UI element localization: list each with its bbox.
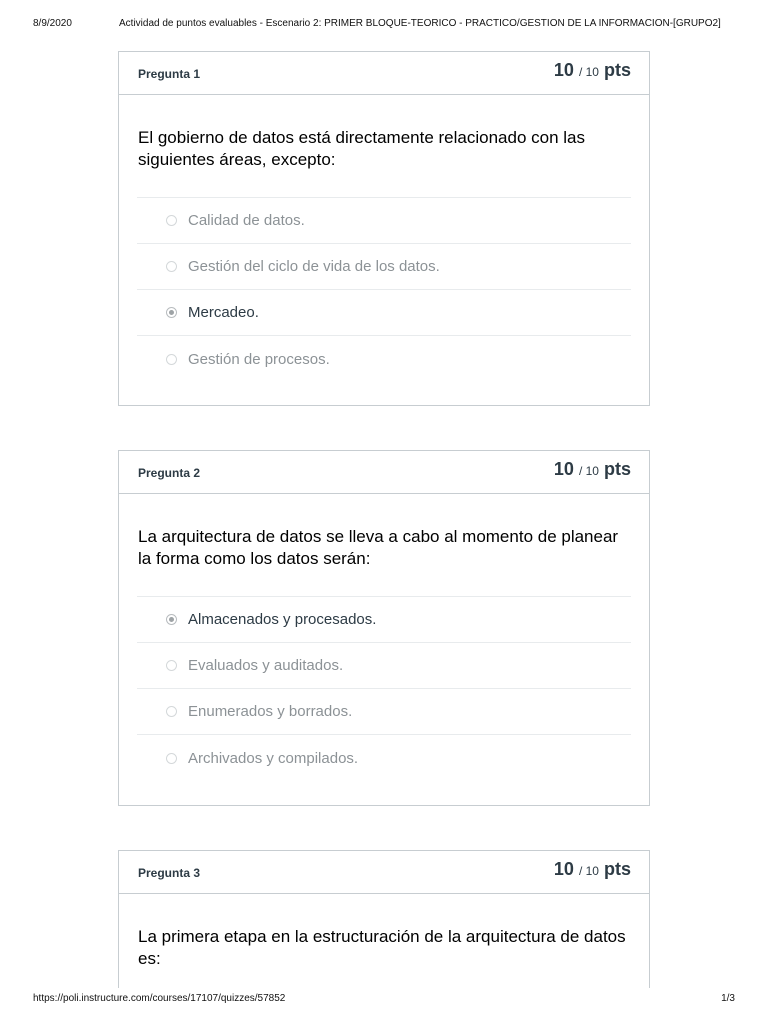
- answer-option[interactable]: [137, 643, 631, 689]
- question-points: [554, 60, 631, 81]
- question-header: [119, 52, 649, 95]
- points-unit: pts: [604, 859, 631, 879]
- answer-label: Gestión de procesos.: [188, 350, 330, 368]
- radio-unchecked-icon[interactable]: [166, 215, 177, 226]
- answer-option[interactable]: [137, 198, 631, 244]
- answer-option[interactable]: [137, 689, 631, 735]
- question-card-2: [118, 450, 650, 806]
- radio-unchecked-icon[interactable]: [166, 753, 177, 764]
- answer-option[interactable]: [137, 735, 631, 781]
- print-date: 8/9/2020: [33, 18, 72, 29]
- answer-label: Gestión del ciclo de vida de los datos.: [188, 258, 440, 275]
- question-header: [119, 851, 649, 894]
- answer-list: [137, 197, 631, 382]
- answer-label: Calidad de datos.: [188, 212, 305, 229]
- radio-checked-icon[interactable]: [166, 307, 177, 318]
- question-text: El gobierno de datos está directamente relacionado con las siguientes áreas, excepto:: [138, 128, 586, 169]
- radio-unchecked-icon[interactable]: [166, 660, 177, 671]
- question-text: La primera etapa en la estructuración de la arquitectura de datos es:: [138, 927, 626, 968]
- points-unit: pts: [604, 60, 631, 80]
- question-title: Pregunta 1: [138, 67, 201, 81]
- answer-list: [137, 596, 631, 781]
- question-points: [554, 859, 631, 880]
- question-title: Pregunta 2: [138, 466, 201, 480]
- print-page-title: Actividad de puntos evaluables - Escenario 2: PRIMER BLOQUE-TEORICO - PRACTICO/GESTION DE LA INFORMACION-[GRUPO2]: [119, 18, 721, 29]
- answer-option-selected[interactable]: [137, 290, 631, 336]
- question-card-1: [118, 51, 650, 406]
- points-earned: 10: [553, 60, 574, 80]
- points-unit: pts: [604, 459, 631, 479]
- points-possible: / 10: [578, 864, 599, 878]
- answer-label: Evaluados y auditados.: [188, 657, 344, 674]
- points-earned: 10: [553, 859, 574, 879]
- print-footer: [0, 992, 768, 1006]
- points-earned: 10: [553, 459, 574, 479]
- radio-unchecked-icon[interactable]: [166, 354, 177, 365]
- points-possible: / 10: [578, 65, 599, 79]
- answer-option-selected[interactable]: [137, 597, 631, 643]
- answer-label: Archivados y compilados.: [188, 749, 359, 767]
- question-text: La arquitectura de datos se lleva a cabo al momento de planear la forma como los datos serán:: [138, 527, 619, 568]
- radio-checked-icon[interactable]: [166, 614, 177, 625]
- question-card-3: [118, 850, 650, 988]
- question-header: [119, 451, 649, 494]
- print-page-number: 1/3: [721, 993, 735, 1004]
- answer-option[interactable]: [137, 244, 631, 290]
- radio-unchecked-icon[interactable]: [166, 261, 177, 272]
- print-url: https://poli.instructure.com/courses/17107/quizzes/57852: [33, 993, 286, 1004]
- answer-option[interactable]: [137, 336, 631, 382]
- question-title: Pregunta 3: [138, 866, 201, 880]
- answer-label: Almacenados y procesados.: [188, 611, 377, 628]
- radio-unchecked-icon[interactable]: [166, 706, 177, 717]
- answer-label: Enumerados y borrados.: [188, 703, 353, 720]
- answer-label: Mercadeo.: [188, 304, 259, 321]
- question-points: [554, 459, 631, 480]
- points-possible: / 10: [578, 464, 599, 478]
